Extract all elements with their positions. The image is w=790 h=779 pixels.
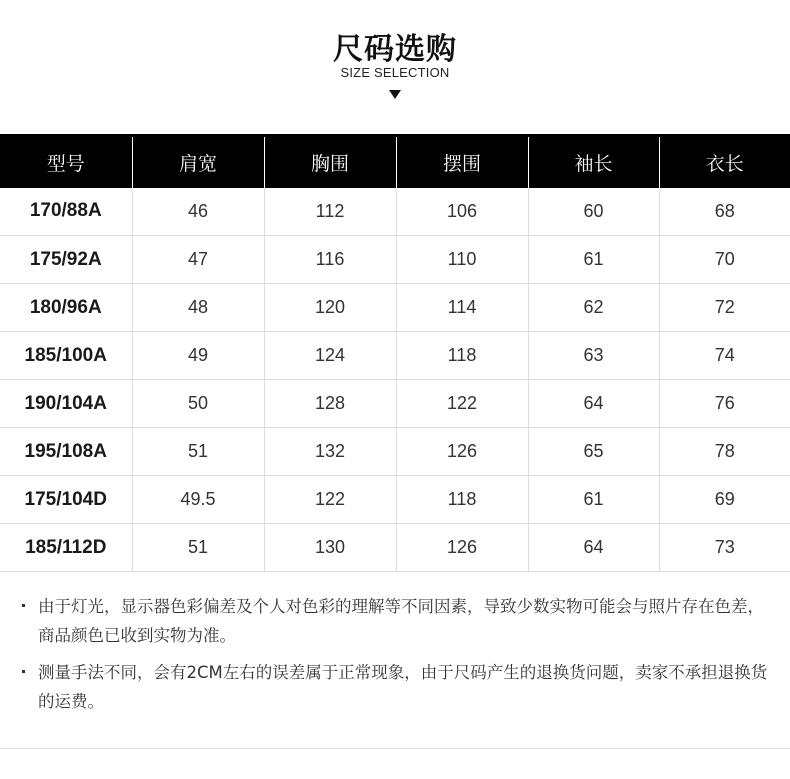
cell-sleeve: 64: [528, 524, 659, 572]
cell-length: 72: [659, 284, 790, 332]
caret-down-icon: [389, 90, 401, 99]
bullet-icon: [22, 604, 25, 607]
cell-model: 180/96A: [0, 284, 132, 332]
cell-hem: 118: [396, 476, 528, 524]
cell-chest: 130: [264, 524, 396, 572]
cell-sleeve: 64: [528, 380, 659, 428]
cell-hem: 114: [396, 284, 528, 332]
table-row: [0, 524, 790, 572]
cell-sleeve: 65: [528, 428, 659, 476]
column-header-sleeve: 袖长: [528, 136, 659, 188]
cell-shoulder: 46: [132, 188, 264, 236]
cell-length: 70: [659, 236, 790, 284]
table-row: [0, 332, 790, 380]
note-text: 测量手法不同，会有2CM左右的误差属于正常现象，由于尺码产生的退换货问题，卖家不承担退换货的运费。: [38, 663, 768, 711]
column-header-model: 型号: [0, 136, 132, 188]
cell-length: 73: [659, 524, 790, 572]
note-item: [22, 658, 772, 716]
cell-sleeve: 60: [528, 188, 659, 236]
cell-model: 175/92A: [0, 236, 132, 284]
cell-chest: 132: [264, 428, 396, 476]
cell-sleeve: 63: [528, 332, 659, 380]
cell-length: 78: [659, 428, 790, 476]
cell-hem: 122: [396, 380, 528, 428]
cell-hem: 110: [396, 236, 528, 284]
cell-length: 76: [659, 380, 790, 428]
size-table: [0, 134, 790, 572]
cell-shoulder: 51: [132, 428, 264, 476]
table-row: [0, 476, 790, 524]
table-row: [0, 284, 790, 332]
cell-model: 185/100A: [0, 332, 132, 380]
cell-sleeve: 61: [528, 236, 659, 284]
cell-length: 68: [659, 188, 790, 236]
cell-shoulder: 48: [132, 284, 264, 332]
cell-hem: 126: [396, 524, 528, 572]
cell-chest: 128: [264, 380, 396, 428]
cell-chest: 122: [264, 476, 396, 524]
cell-shoulder: 47: [132, 236, 264, 284]
note-item: [22, 592, 772, 650]
table-row: [0, 380, 790, 428]
column-header-length: 衣长: [659, 136, 790, 188]
cell-model: 175/104D: [0, 476, 132, 524]
column-header-hem: 摆围: [396, 136, 528, 188]
bottom-divider: [0, 748, 790, 749]
page-title: 尺码选购: [333, 32, 457, 67]
table-row: [0, 428, 790, 476]
notes-list: [22, 592, 772, 724]
cell-model: 170/88A: [0, 188, 132, 236]
cell-shoulder: 49.5: [132, 476, 264, 524]
cell-shoulder: 49: [132, 332, 264, 380]
cell-chest: 116: [264, 236, 396, 284]
cell-sleeve: 61: [528, 476, 659, 524]
cell-hem: 106: [396, 188, 528, 236]
cell-chest: 112: [264, 188, 396, 236]
table-row: [0, 236, 790, 284]
column-header-shoulder: 肩宽: [132, 136, 264, 188]
cell-shoulder: 51: [132, 524, 264, 572]
cell-shoulder: 50: [132, 380, 264, 428]
cell-chest: 120: [264, 284, 396, 332]
cell-length: 69: [659, 476, 790, 524]
column-header-chest: 胸围: [264, 136, 396, 188]
bullet-icon: [22, 670, 25, 673]
cell-hem: 118: [396, 332, 528, 380]
cell-hem: 126: [396, 428, 528, 476]
cell-length: 74: [659, 332, 790, 380]
cell-model: 195/108A: [0, 428, 132, 476]
table-row: [0, 188, 790, 236]
page-subtitle: SIZE SELECTION: [340, 65, 450, 80]
cell-model: 185/112D: [0, 524, 132, 572]
note-text: 由于灯光，显示器色彩偏差及个人对色彩的理解等不同因素，导致少数实物可能会与照片存在色差，商品颜色已收到实物为准。: [38, 597, 764, 645]
cell-model: 190/104A: [0, 380, 132, 428]
cell-chest: 124: [264, 332, 396, 380]
cell-sleeve: 62: [528, 284, 659, 332]
table-header-row: [0, 136, 790, 188]
